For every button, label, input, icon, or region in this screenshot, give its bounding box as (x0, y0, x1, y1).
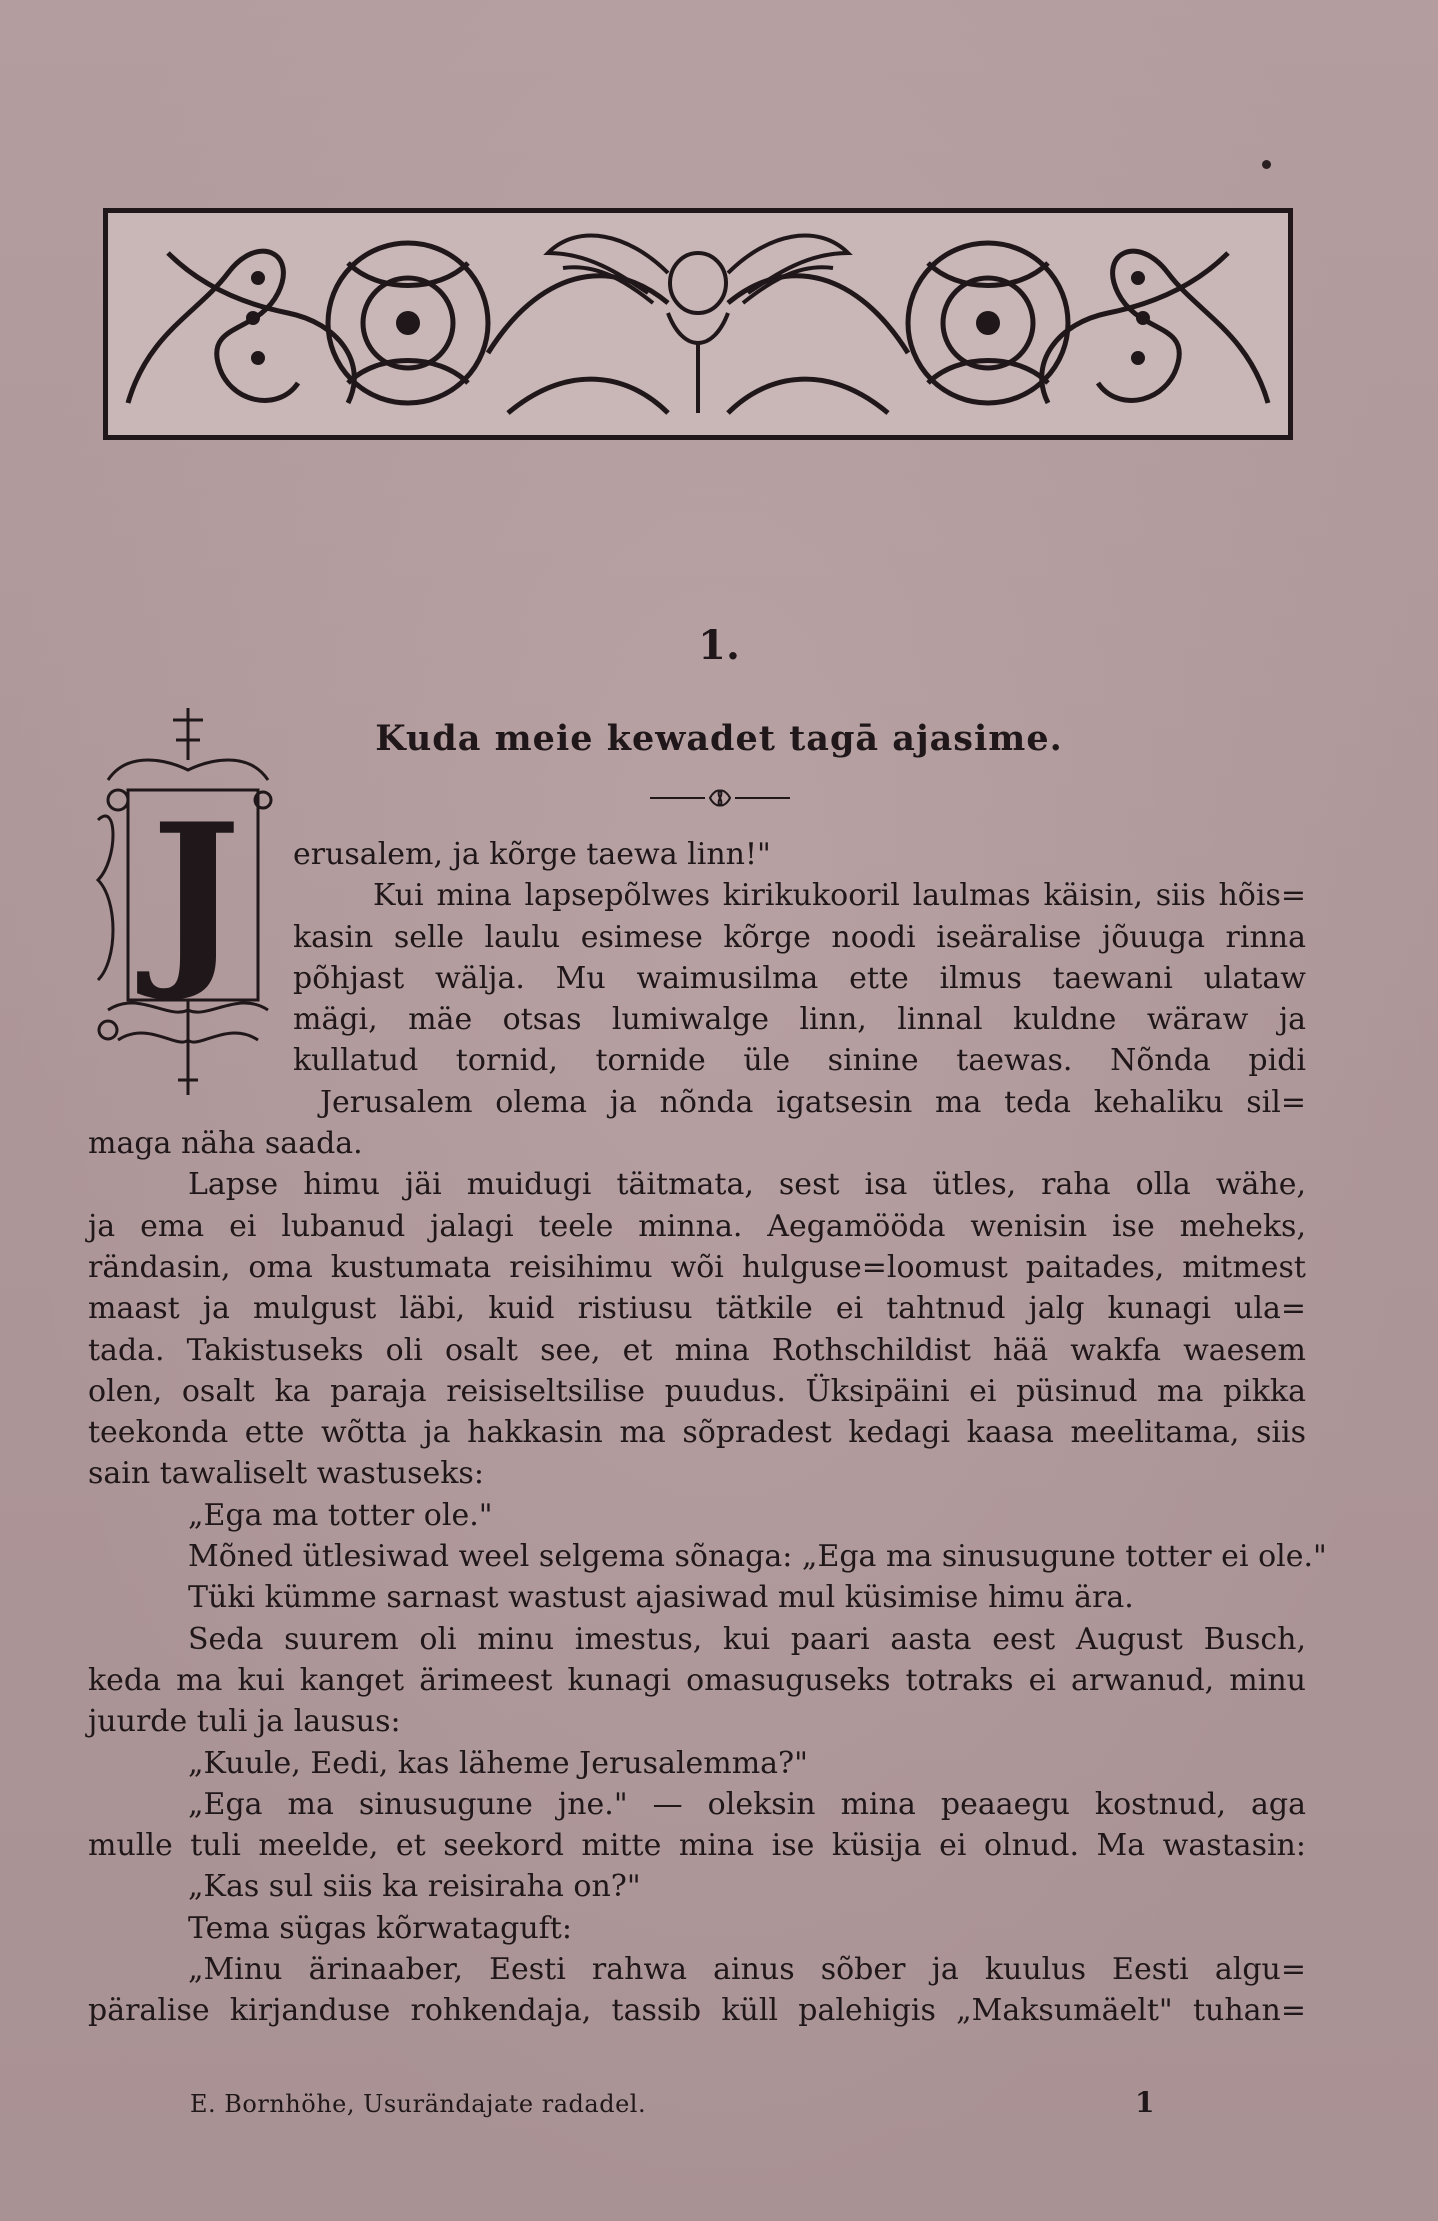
page-number: 1 (1135, 2086, 1155, 2119)
text-line: rändasin, oma kustumata reisihimu wõi hulguse=loomust paitades, mitmest (88, 1249, 1306, 1285)
text-line: teekonda ette wõtta ja hakkasin ma sõpradest kedagi kaasa meelitama, siis (88, 1415, 1306, 1451)
text-line: kasin selle laulu esimese kõrge noodi iseäralise jõuuga rinna (293, 919, 1306, 955)
text-line: põhjast wälja. Mu waimusilma ette ilmus taewani ulataw (293, 960, 1306, 996)
text-line: Tema sügas kõrwataguft: (188, 1910, 572, 1946)
text-line: olen, osalt ka paraja reisiseltsilise puudus. Üksipäini ei püsinud ma pikka (88, 1373, 1306, 1409)
text-line: Seda suurem oli minu imestus, kui paari aasta eest August Busch, (188, 1621, 1306, 1657)
text-line: sain tawaliselt wastuseks: (88, 1456, 484, 1492)
text-line: Lapse himu jäi muidugi täitmata, sest isa ütles, raha olla wähe, (188, 1167, 1306, 1203)
text-line: erusalem, ja kõrge taewa linn!" (293, 837, 771, 872)
text-line: Tüki kümme sarnast wastust ajasiwad mul küsimise himu ära. (188, 1580, 1134, 1616)
text-line: kullatud tornid, tornide üle sinine taewas. Nõnda pidi (293, 1043, 1306, 1079)
text-line: mulle tuli meelde, et seekord mitte mina ise küsija ei olnud. Ma wastasin: (88, 1828, 1306, 1864)
text-line: maga näha saada. (88, 1126, 363, 1162)
ornamental-headpiece (103, 208, 1293, 440)
body-text (88, 834, 1327, 2032)
text-line: päralise kirjanduse rohkendaja, tassib küll palehigis „Maksumäelt" tuhan= (88, 1993, 1306, 2029)
footer-signature: E. Bornhöhe, Usurändajate radadel. (190, 2090, 647, 2118)
text-line: „Kuule, Eedi, kas läheme Jerusalemma?" (188, 1745, 808, 1781)
text-line: „Ega ma sinusugune jne." — oleksin mina peaaegu kostnud, aga (188, 1786, 1306, 1822)
text-line: juurde tuli ja lausus: (88, 1704, 401, 1740)
title-divider-ornament (650, 786, 790, 810)
text-line: „Minu ärinaaber, Eesti rahwa ainus sõber ja kuulus Eesti algu= (188, 1952, 1306, 1988)
chapter-title: Kuda meie kewadet tagā ajasime. (375, 718, 1063, 759)
text-line: ja ema ei lubanud jalagi teele minna. Aegamööda wenisin ise meheks, (88, 1208, 1306, 1244)
headpiece-ornament-image (108, 213, 1288, 435)
text-line: tada. Takistuseks oli osalt see, et mina Rothschildist hää wakfa waesem (88, 1332, 1306, 1368)
text-line: Mõned ütlesiwad weel selgema sõnaga: „Ega ma sinusugune totter ei ole." (188, 1539, 1327, 1575)
ink-dot (1262, 160, 1271, 169)
text-line: mägi, mäe otsas lumiwalge linn, linnal kuldne wäraw ja (293, 1002, 1306, 1038)
initial-letter: J (151, 782, 241, 1005)
text-line: „Ega ma totter ole." (188, 1497, 493, 1533)
text-line: keda ma kui kanget ärimeest kunagi omasuguseks totraks ei arwanud, minu (88, 1662, 1306, 1698)
chapter-number: 1. (698, 622, 740, 669)
text-line: Jerusalem olema ja nõnda igatsesin ma teda kehaliku sil= (320, 1084, 1306, 1120)
text-line: Kui mina lapsepõlwes kirikukooril laulmas käisin, siis hõis= (373, 878, 1306, 914)
text-line: maast ja mulgust läbi, kuid ristiusu tätkile ei tahtnud jalg kunagi ula= (88, 1291, 1306, 1327)
text-line: „Kas sul siis ka reisiraha on?" (188, 1869, 641, 1905)
